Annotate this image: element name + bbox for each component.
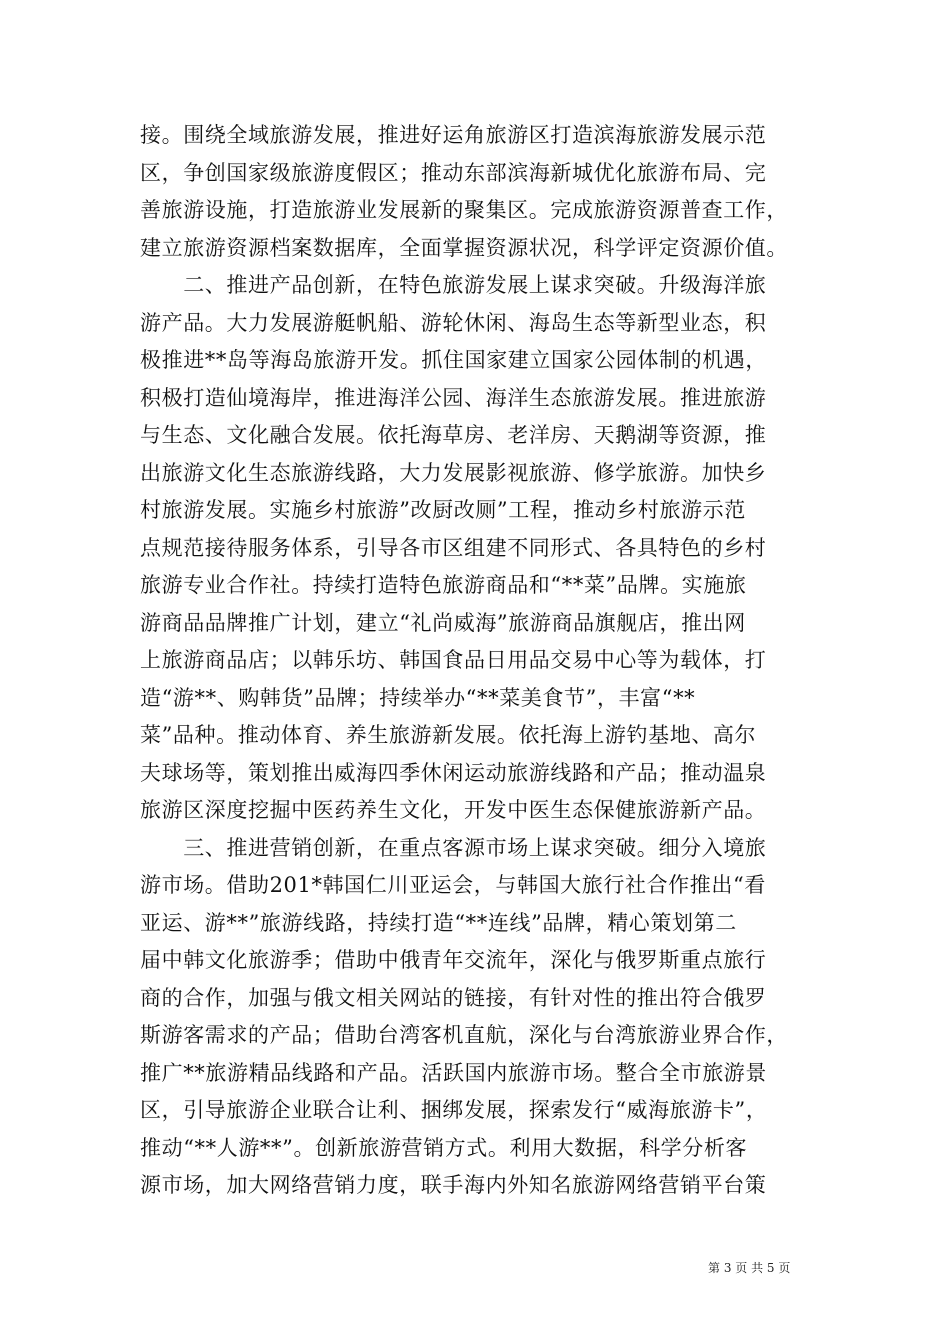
text-line: 上旅游商品店；以韩乐坊、韩国食品日用品交易中心等为载体，打	[140, 648, 767, 672]
text-line: 点规范接待服务体系，引导各市区组建不同形式、各具特色的乡村	[140, 535, 767, 560]
text-line: 推动“**人游**”。创新旅游营销方式。利用大数据，科学分析客	[140, 1135, 748, 1160]
text-line: 游商品品牌推广计划，建立“礼尚威海”旅游商品旗舰店，推出网	[140, 610, 746, 635]
body-text	[140, 117, 812, 1205]
text-line: 旅游专业合作社。持续打造特色旅游商品和“**菜”品牌。实施旅	[140, 573, 747, 597]
text-line: 游市场。借助201*韩国仁川亚运会，与韩国大旅行社合作推出“看	[140, 873, 766, 897]
text-line: 极推进**岛等海岛旅游开发。抓住国家建立国家公园体制的机遇，	[140, 348, 767, 372]
text-line: 二、推进产品创新，在特色旅游发展上谋求突破。升级海洋旅	[140, 273, 767, 297]
text-line: 三、推进营销创新，在重点客源市场上谋求突破。细分入境旅	[140, 835, 767, 860]
text-line: 与生态、文化融合发展。依托海草房、老洋房、天鹅湖等资源，推	[140, 423, 767, 447]
text-line: 区，争创国家级旅游度假区；推动东部滨海新城优化旅游布局、完	[140, 160, 767, 185]
text-line: 建立旅游资源档案数据库，全面掌握资源状况，科学评定资源价值。	[140, 235, 788, 260]
text-line: 接。围绕全域旅游发展，推进好运角旅游区打造滨海旅游发展示范	[140, 123, 767, 147]
text-line: 游产品。大力发展游艇帆船、游轮休闲、海岛生态等新型业态，积	[140, 310, 767, 335]
text-line: 菜”品种。推动体育、养生旅游新发展。依托海上游钓基地、高尔	[140, 723, 757, 747]
text-line: 造“游**、购韩货”品牌；持续举办“**菜美食节”，丰富“**	[140, 685, 696, 710]
text-line: 届中韩文化旅游季；借助中俄青年交流年，深化与俄罗斯重点旅行	[140, 948, 767, 972]
text-line: 旅游区深度挖掘中医药养生文化，开发中医生态保健旅游新产品。	[140, 798, 767, 822]
text-line: 推广**旅游精品线路和产品。活跃国内旅游市场。整合全市旅游景	[140, 1060, 767, 1085]
text-line: 村旅游发展。实施乡村旅游”改厨改厕”工程，推动乡村旅游示范	[140, 498, 746, 522]
text-line: 夫球场等，策划推出威海四季休闲运动旅游线路和产品；推动温泉	[140, 760, 767, 785]
text-line: 区，引导旅游企业联合让利、捆绑发展，探索发行“威海旅游卡”，	[140, 1098, 768, 1122]
text-line: 亚运、游**”旅游线路，持续打造“**连线”品牌，精心策划第二	[140, 910, 737, 935]
text-line: 源市场，加大网络营销力度，联手海内外知名旅游网络营销平台策	[140, 1173, 767, 1197]
text-line: 商的合作，加强与俄文相关网站的链接，有针对性的推出符合俄罗	[140, 985, 767, 1010]
text-line: 善旅游设施，打造旅游业发展新的聚集区。完成旅游资源普查工作，	[140, 198, 788, 222]
page-number: 第 3 页 共 5 页	[708, 1261, 791, 1275]
text-line: 积极打造仙境海岸，推进海洋公园、海洋生态旅游发展。推进旅游	[140, 385, 767, 410]
text-line: 出旅游文化生态旅游线路，大力发展影视旅游、修学旅游。加快乡	[140, 460, 767, 485]
text-line: 斯游客需求的产品；借助台湾客机直航，深化与台湾旅游业界合作，	[140, 1023, 788, 1047]
